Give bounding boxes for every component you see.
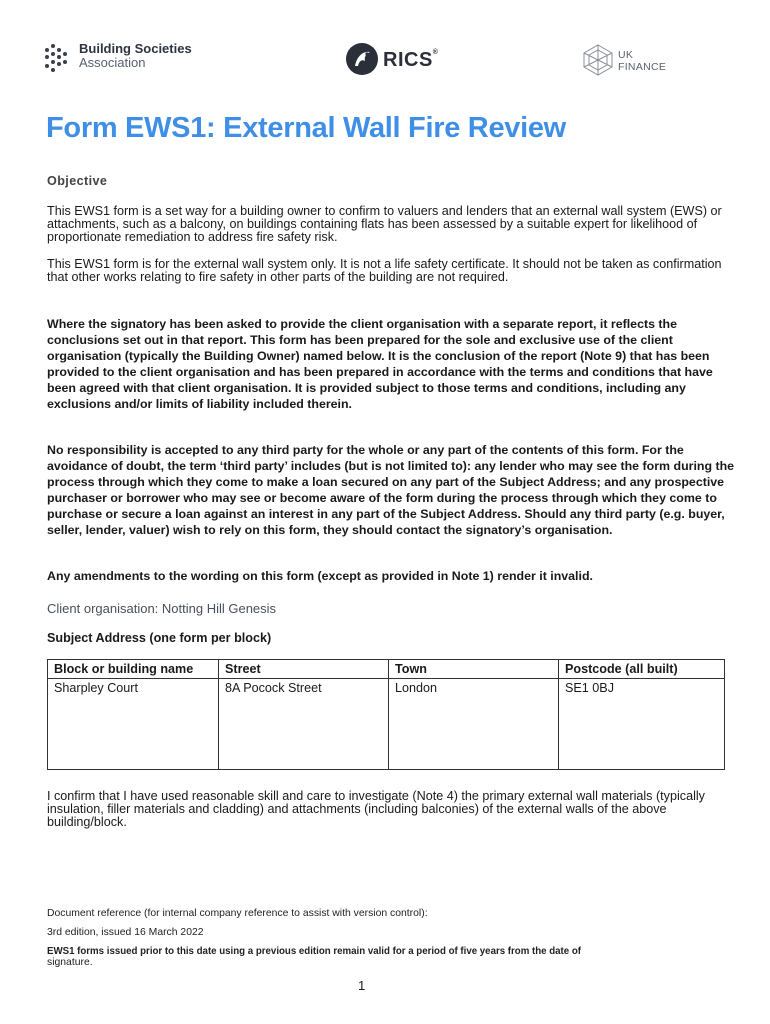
form-title: Form EWS1: External Wall Fire Review xyxy=(46,112,566,144)
building-societies-association-logo xyxy=(45,42,205,76)
rics-logo-word: RICS xyxy=(383,49,433,71)
ukf-logo-line2: FINANCE xyxy=(618,61,667,73)
table-row xyxy=(48,679,725,770)
cell-town: London xyxy=(389,679,559,770)
rics-logo xyxy=(345,42,445,78)
objective-paragraph-1: This EWS1 form is a set way for a building owner to confirm to valuers and lenders that an external wall system (EWS) or attachments, such as a balcony, on buildings containing flats has been assessed by a suitable expert for likelihood of proportionate remediation to address fire safety risk. xyxy=(47,204,722,244)
subject-address-heading: Subject Address (one form per block) xyxy=(47,631,272,645)
column-header-town: Town xyxy=(389,660,559,679)
rics-registered-mark: ® xyxy=(432,49,439,56)
uk-finance-emblem-icon xyxy=(582,44,614,76)
uk-finance-logo xyxy=(582,44,682,78)
bsa-logo-line2: Association xyxy=(79,55,146,70)
rics-emblem-icon xyxy=(345,42,379,76)
report-reliance-paragraph: Where the signatory has been asked to provide the client organisation with a separate report, it reflects the conclusions set out in that report. This form has been prepared for the sole and exclusive use of the client organisation (typically the Building Owner) named below. It is the conclusion of the report (Note 9) that has been provided to the client organisation and has been prepared in accordance with the terms and conditions that have been agreed with that client organisation. It is provided subject to those terms and conditions, including any exclusions and/or limits of liability included therein. xyxy=(47,317,713,411)
cell-building-name: Sharpley Court xyxy=(48,679,219,770)
ukf-logo-line1: UK xyxy=(618,49,634,61)
objective-heading: Objective xyxy=(47,174,108,188)
column-header-postcode: Postcode (all built) xyxy=(559,660,725,679)
cell-street: 8A Pocock Street xyxy=(219,679,389,770)
amendments-notice: Any amendments to the wording on this form (except as provided in Note 1) render it invalid. xyxy=(47,569,593,583)
cell-postcode: SE1 0BJ xyxy=(559,679,725,770)
validity-notice: EWS1 forms issued prior to this date using a previous edition remain valid for a period of five years from the date of xyxy=(47,946,581,957)
column-header-street: Street xyxy=(219,660,389,679)
client-organisation: Client organisation: Notting Hill Genesis xyxy=(47,601,277,616)
table-header-row xyxy=(48,660,725,679)
validity-notice-continued: signature. xyxy=(47,957,93,968)
confirmation-statement: I confirm that I have used reasonable skill and care to investigate (Note 4) the primary external wall materials (typically insulation, filler materials and cladding) and attachments (including balconies) of the external walls of the above building/block. xyxy=(47,789,705,829)
subject-address-table xyxy=(47,659,725,770)
document-reference: Document reference (for internal company reference to assist with version control): xyxy=(47,908,428,919)
bsa-dots-icon xyxy=(45,44,73,72)
bsa-logo-line1: Building Societies xyxy=(79,41,192,56)
third-party-paragraph: No responsibility is accepted to any third party for the whole or any part of the contents of this form. For the avoidance of doubt, the term ‘third party’ includes (but is not limited to): any lender who may see the form during the process through which they come to make a loan secured on any part of the Subject Address; and any prospective purchaser or borrower who may see or become aware of the form during the process through which they come to purchase or secure a loan against an interest in any part of the Subject Address. Should any third party (e.g. buyer, seller, lender, valuer) wish to rely on this form, they should contact the signatory’s organisation. xyxy=(47,443,735,537)
column-header-building-name: Block or building name xyxy=(48,660,219,679)
page-number: 1 xyxy=(358,978,366,993)
edition-info: 3rd edition, issued 16 March 2022 xyxy=(47,927,204,938)
objective-paragraph-2: This EWS1 form is for the external wall system only. It is not a life safety certificate. It should not be taken as confirmation that other works relating to fire safety in other parts of the building are not required. xyxy=(47,257,722,284)
